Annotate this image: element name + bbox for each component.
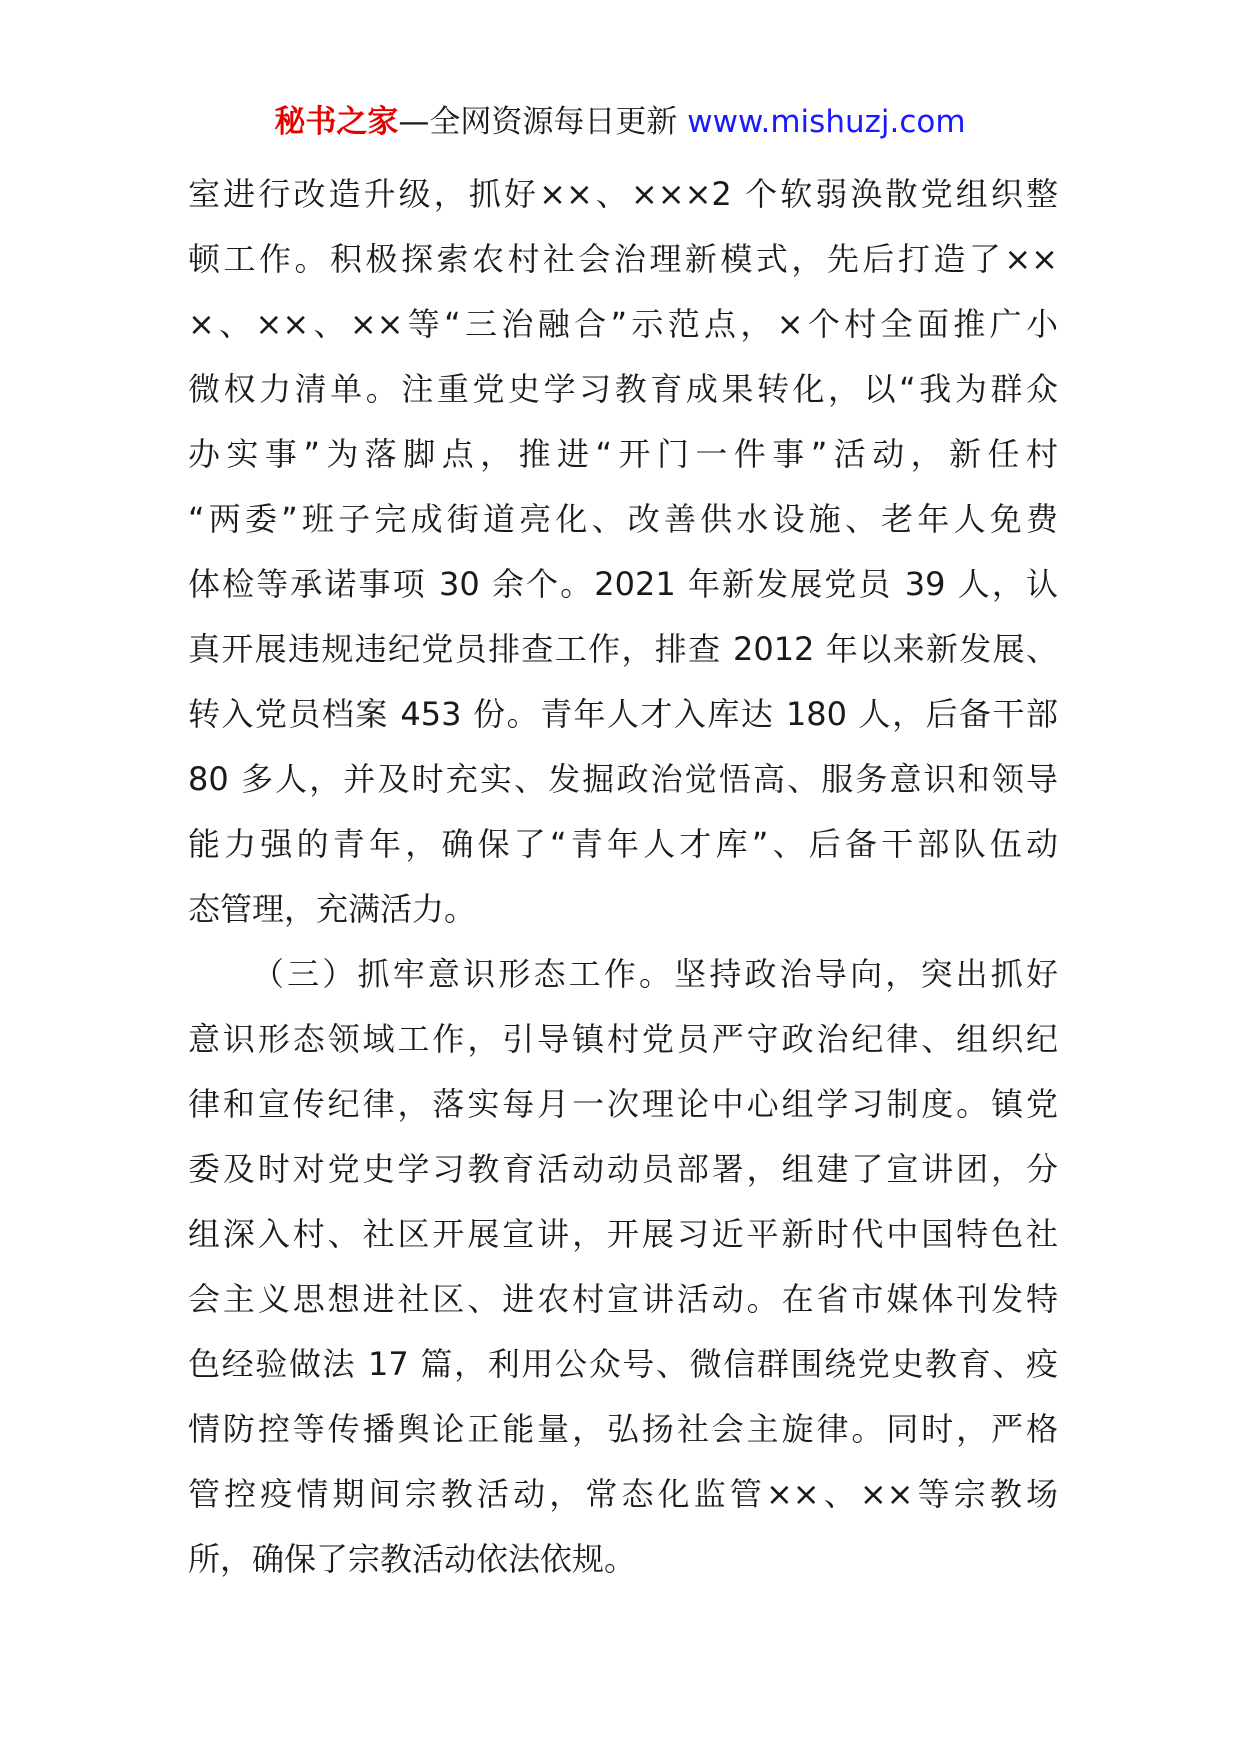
section-heading-line: （三）抓牢意识形态工作。坚持政治导向，突出抓好 — [252, 955, 1058, 993]
text-line: 会主义思想进社区、进农村宣讲活动。在省市媒体刊发特 — [188, 1280, 1058, 1318]
text-line: 情防控等传播舆论正能量，弘扬社会主旋律。同时，严格 — [188, 1410, 1058, 1448]
paragraph-1 — [188, 162, 1058, 942]
text-line: 体检等承诺事项 30 余个。2021 年新发展党员 39 人，认 — [188, 565, 1058, 603]
text-line: ×、××、××等“三治融合”示范点，×个村全面推广小 — [188, 305, 1058, 343]
text-line: 能力强的青年，确保了“青年人才库”、后备干部队伍动 — [188, 825, 1058, 863]
text-line: 意识形态领域工作，引导镇村党员严守政治纪律、组织纪 — [188, 1020, 1058, 1058]
site-url-link[interactable]: www.mishuzj.com — [687, 104, 966, 140]
site-brand: 秘书之家 — [274, 104, 399, 140]
document-body — [188, 162, 1058, 1592]
text-line: 80 多人，并及时充实、发掘政治觉悟高、服务意识和领导 — [188, 760, 1058, 798]
text-line: 真开展违规违纪党员排查工作，排查 2012 年以来新发展、 — [188, 630, 1058, 668]
text-line: 转入党员档案 453 份。青年人才入库达 180 人，后备干部 — [188, 695, 1058, 733]
text-line: 律和宣传纪律，落实每月一次理论中心组学习制度。镇党 — [188, 1085, 1058, 1123]
paragraph-2 — [188, 942, 1058, 1592]
text-line: 态管理，充满活力。 — [188, 890, 477, 928]
site-tagline: —全网资源每日更新 — [398, 104, 678, 140]
text-line: 顿工作。积极探索农村社会治理新模式，先后打造了×× — [188, 240, 1058, 278]
text-line: 委及时对党史学习教育活动动员部署，组建了宣讲团，分 — [188, 1150, 1058, 1188]
text-line: 微权力清单。注重党史学习教育成果转化，以“我为群众 — [188, 370, 1058, 408]
text-line: 室进行改造升级，抓好××、×××2 个软弱涣散党组织整 — [188, 175, 1058, 213]
text-line: 组深入村、社区开展宣讲，开展习近平新时代中国特色社 — [188, 1215, 1058, 1253]
text-line: 色经验做法 17 篇，利用公众号、微信群围绕党史教育、疫 — [188, 1345, 1058, 1383]
text-line: 管控疫情期间宗教活动，常态化监管××、××等宗教场 — [188, 1475, 1058, 1513]
text-line: “两委”班子完成街道亮化、改善供水设施、老年人免费 — [188, 500, 1058, 538]
text-line: 办实事”为落脚点，推进“开门一件事”活动，新任村 — [188, 435, 1058, 473]
site-header — [0, 102, 1240, 142]
text-line: 所，确保了宗教活动依法依规。 — [188, 1540, 637, 1578]
